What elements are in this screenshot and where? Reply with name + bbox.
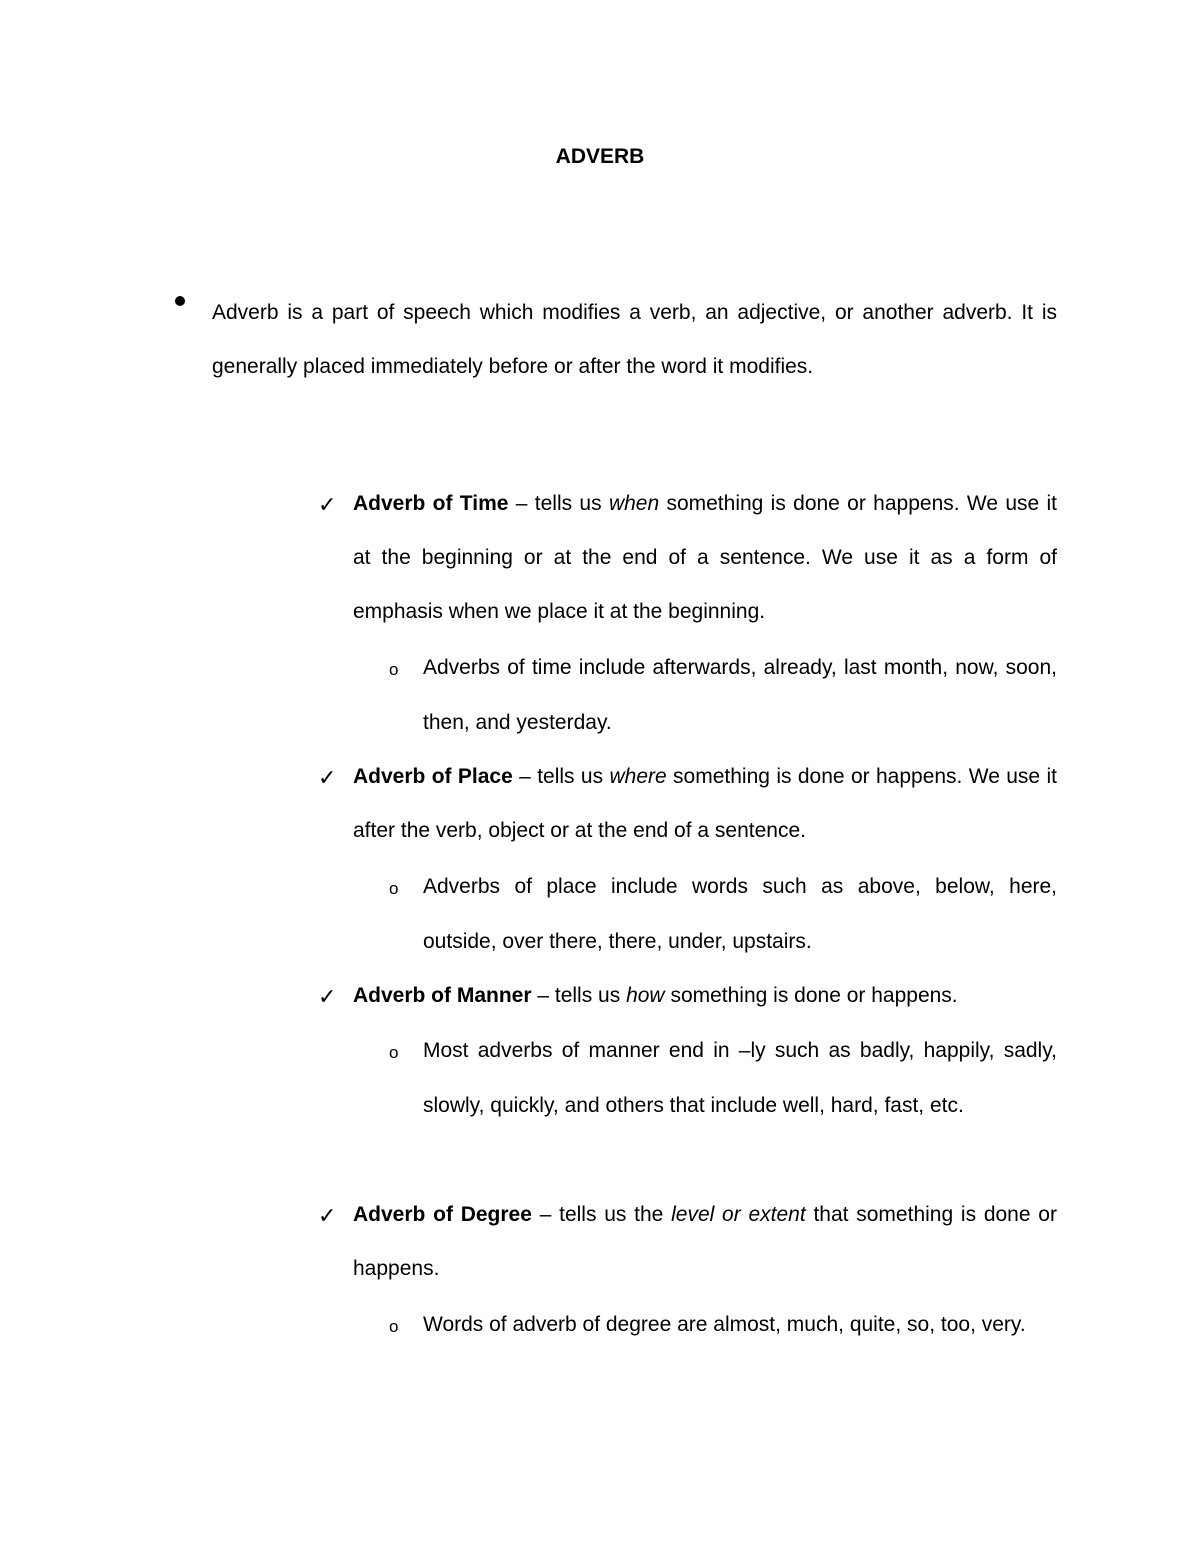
- section-text: something is done or happens. We use it at the beginning or at the end of a sentence. We use it as a form of emphasis when we place it at the beginning.: [353, 492, 1058, 623]
- section-heading: Adverb of Place: [353, 765, 513, 788]
- section-adverb-of-place: [353, 750, 1057, 858]
- sub-item-time-examples: Adverbs of time include afterwards, already, last month, now, soon, then, and yesterday.: [423, 656, 1057, 734]
- bullet-icon: [175, 296, 185, 306]
- checkmark-icon: ✓: [318, 765, 337, 790]
- section-emphasis: how: [626, 984, 665, 1007]
- checkmark-icon: ✓: [318, 984, 337, 1009]
- checkmark-icon: ✓: [318, 492, 337, 517]
- checkmark-icon: ✓: [318, 1203, 337, 1228]
- section-text: – tells us: [531, 984, 627, 1007]
- section-emphasis: level or extent: [671, 1203, 806, 1226]
- section-text: that something is done or happens.: [353, 1203, 1057, 1280]
- section-adverb-of-degree: [353, 1188, 1057, 1296]
- sub-item-manner-examples: Most adverbs of manner end in –ly such as badly, happily, sadly, slowly, quickly, and others that include well, hard, fast, etc.: [423, 1039, 1057, 1117]
- section-heading: Adverb of Degree: [353, 1203, 532, 1226]
- sub-bullet-icon: o: [389, 1317, 399, 1336]
- sub-bullet-icon: o: [389, 660, 399, 679]
- section-emphasis: where: [609, 765, 667, 788]
- section-text: – tells us the: [531, 1203, 672, 1226]
- section-adverb-of-time: [353, 477, 1057, 639]
- section-emphasis: when: [608, 492, 660, 515]
- section-adverb-of-manner: [353, 969, 1057, 1023]
- sub-item-degree-examples: Words of adverb of degree are almost, much, quite, so, too, very.: [423, 1313, 1026, 1336]
- section-text: something is done or happens.: [664, 984, 958, 1007]
- section-heading: Adverb of Manner: [353, 984, 532, 1007]
- sub-bullet-icon: o: [389, 879, 399, 898]
- intro-paragraph: Adverb is a part of speech which modifies a verb, an adjective, or another adverb. It is generally placed immediately before or after the word it modifies.: [212, 301, 1057, 378]
- section-text: something is done or happens. We use it after the verb, object or at the end of a sentence.: [353, 765, 1057, 842]
- page-title: ADVERB: [555, 145, 645, 168]
- sub-bullet-icon: o: [389, 1043, 399, 1062]
- sub-item-place-examples: Adverbs of place include words such as above, below, here, outside, over there, there, under, upstairs.: [423, 875, 1057, 953]
- section-text: – tells us: [508, 492, 609, 515]
- section-text: – tells us: [512, 765, 610, 788]
- section-heading: Adverb of Time: [353, 492, 509, 515]
